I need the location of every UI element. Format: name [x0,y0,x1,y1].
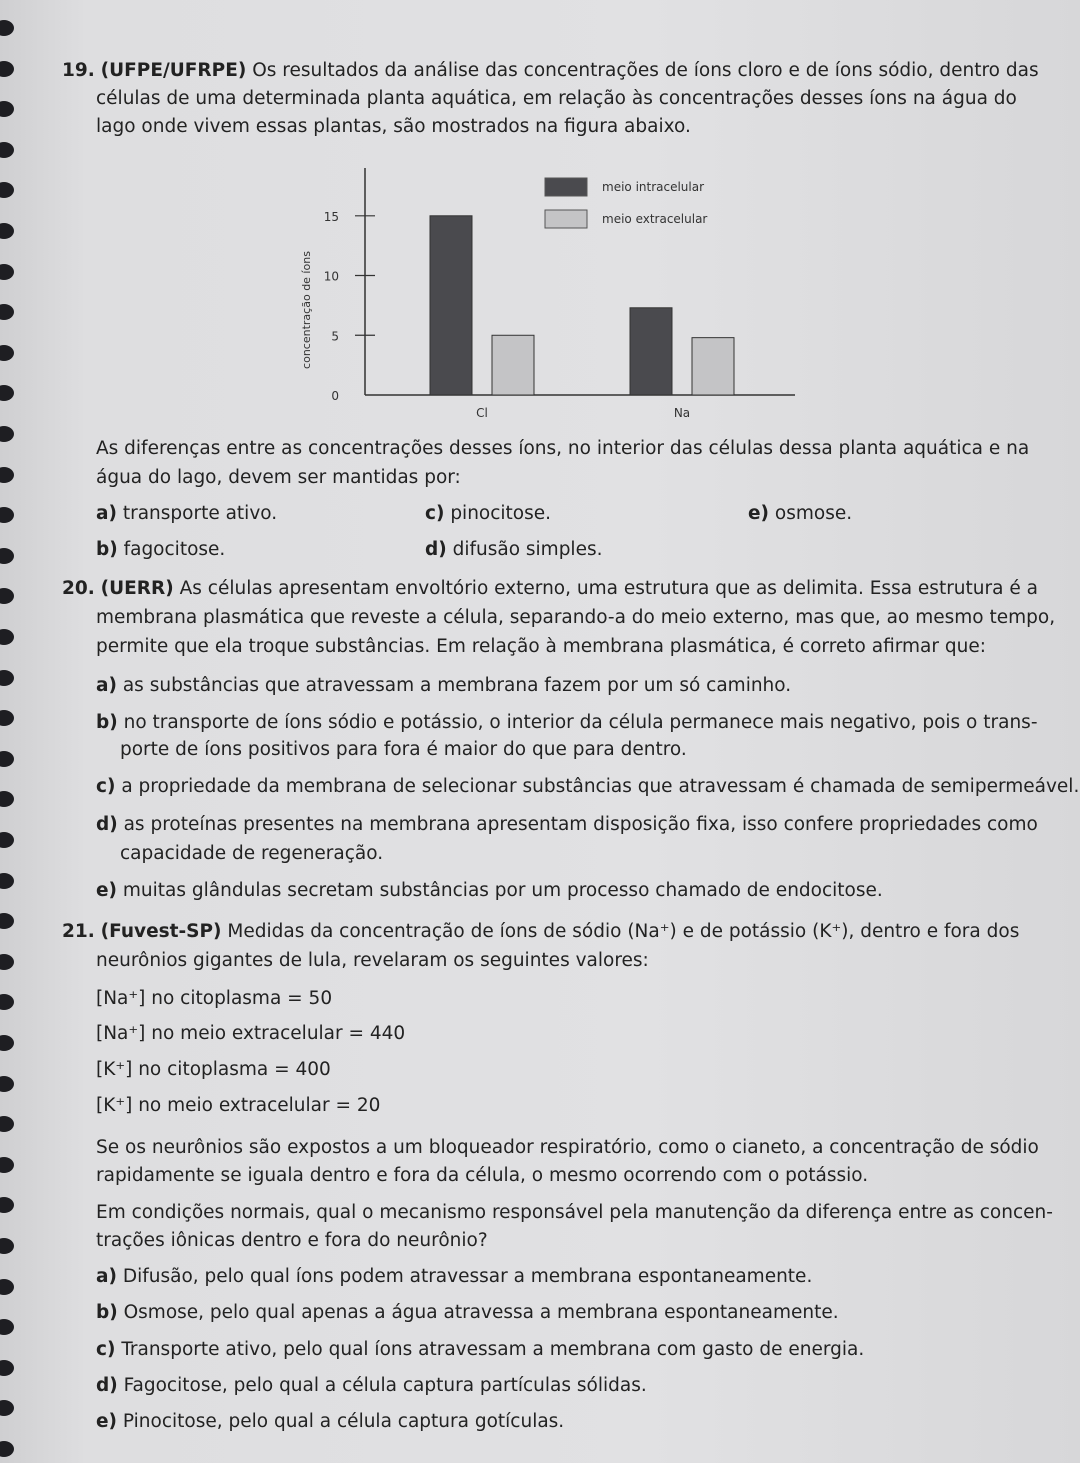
q21-option-c[interactable]: c) Transporte ativo, pelo qual íons atravessam a membrana com gasto de energia. [96,1339,865,1360]
ion-concentration-chart [290,160,810,430]
spiral-hole [0,1076,14,1092]
spiral-hole [0,629,14,645]
spiral-hole [0,20,14,36]
q20-statement [62,576,1052,602]
spiral-hole [0,1279,14,1295]
q19-number: 19. [62,60,95,81]
q21-text-line2: neurônios gigantes de lula, revelaram os seguintes valores: [96,950,649,971]
spiral-hole [0,994,14,1010]
spiral-hole [0,710,14,726]
spiral-hole [0,101,14,117]
y-tick-label: 15 [323,209,339,224]
q19-option-d[interactable]: d) difusão simples. [425,539,603,560]
q21-para2-line1: Em condições normais, qual o mecanismo responsável pela manutenção da diferença entre as concen- [96,1202,1053,1223]
bar-cl-extracelular [492,335,534,395]
q21-option-b[interactable]: b) Osmose, pelo qual apenas a água atravessa a membrana espontaneamente. [96,1302,839,1323]
q19-statement [62,58,1052,84]
q19-text-line3: lago onde vivem essas plantas, são mostrados na figura abaixo. [96,116,691,137]
y-tick-label: 10 [323,269,339,284]
chart-bars [430,216,734,395]
q21-para1-line1: Se os neurônios são expostos a um bloqueador respiratório, como o cianeto, a concentração de sódio [96,1137,1039,1158]
bar-na-intracelular [630,308,672,395]
spiral-hole [0,1157,14,1173]
spiral-hole [0,1197,14,1213]
q19-option-a[interactable]: a) transporte ativo. [96,503,278,524]
spiral-hole [0,751,14,767]
spiral-hole [0,61,14,77]
spiral-hole [0,670,14,686]
spiral-hole [0,954,14,970]
q21-source: (Fuvest-SP) [100,921,222,942]
q19-question-line2: água do lago, devem ser mantidas por: [96,467,461,488]
q19-option-c[interactable]: c) pinocitose. [425,503,552,524]
q21-text-line1: Medidas da concentração de íons de sódio (Na⁺) e de potássio (K⁺), dentro e fora dos [227,921,1020,942]
spiral-hole [0,1116,14,1132]
q21-option-a[interactable]: a) Difusão, pelo qual íons podem atravessar a membrana espontaneamente. [96,1266,813,1287]
x-tick-label: Na [673,406,691,420]
spiral-hole [0,873,14,889]
bar-na-extracelular [692,338,734,395]
spiral-hole [0,385,14,401]
spiral-hole [0,548,14,564]
spiral-hole [0,1400,14,1416]
q21-para2-line2: trações iônicas dentro e fora do neurônio? [96,1230,488,1251]
legend-swatch [545,178,587,196]
spiral-hole [0,1035,14,1051]
q19-question-line1: As diferenças entre as concentrações desses íons, no interior das células dessa planta aquática e na [96,438,1030,459]
bar-cl-intracelular [430,216,472,395]
legend-label: meio intracelular [602,180,705,194]
q19-text-line2: células de uma determinada planta aquática, em relação às concentrações desses íons na água do [96,88,1017,109]
x-tick-label: Cl [476,406,488,420]
q20-option-b[interactable]: b) no transporte de íons sódio e potássio, o interior da célula permanece mais negativo, pois o trans- [96,712,1038,733]
spiral-hole [0,142,14,158]
q19-option-e[interactable]: e) osmose. [748,503,853,524]
spiral-hole [0,1319,14,1335]
spiral-hole [0,223,14,239]
spiral-hole [0,467,14,483]
q21-value-na-extra: [Na⁺] no meio extracelular = 440 [96,1023,406,1044]
q19-option-b[interactable]: b) fagocitose. [96,539,226,560]
q20-option-c[interactable]: c) a propriedade da membrana de selecionar substâncias que atravessam é chamada de semipermeável. [96,776,1080,797]
q20-option-b-line2: porte de íons positivos para fora é maior do que para dentro. [120,739,687,760]
spiral-hole [0,1360,14,1376]
spiral-hole [0,1238,14,1254]
q21-value-na-cyto: [Na⁺] no citoplasma = 50 [96,988,333,1009]
q21-para1-line2: rapidamente se iguala dentro e fora da célula, o mesmo ocorrendo com o potássio. [96,1165,869,1186]
q21-statement [62,919,1052,945]
spiral-hole [0,791,14,807]
q20-option-d[interactable]: d) as proteínas presentes na membrana apresentam disposição fixa, isso confere propriedades como [96,814,1038,835]
y-axis-label: concentração de íons [300,251,313,369]
q20-text-line2: membrana plasmática que reveste a célula, separando-a do meio externo, mas que, ao mesmo tempo, [96,607,1056,628]
q19-text-line1: Os resultados da análise das concentrações de íons cloro e de íons sódio, dentro das [252,60,1039,81]
spiral-hole [0,182,14,198]
spiral-hole [0,264,14,280]
q21-value-k-cyto: [K⁺] no citoplasma = 400 [96,1059,331,1080]
q20-option-a[interactable]: a) as substâncias que atravessam a membrana fazem por um só caminho. [96,675,792,696]
y-tick-label: 0 [331,389,339,403]
spiral-hole [0,507,14,523]
q21-value-k-extra: [K⁺] no meio extracelular = 20 [96,1095,381,1116]
q20-option-d-line2: capacidade de regeneração. [120,843,384,864]
q19-source: (UFPE/UFRPE) [100,60,247,81]
spiral-hole [0,304,14,320]
q20-text-line3: permite que ela troque substâncias. Em relação à membrana plasmática, é correto afirmar que: [96,636,986,657]
spiral-hole [0,913,14,929]
q21-option-e[interactable]: e) Pinocitose, pelo qual a célula captura gotículas. [96,1411,565,1432]
spiral-hole [0,588,14,604]
spiral-hole [0,832,14,848]
q21-option-d[interactable]: d) Fagocitose, pelo qual a célula captura partículas sólidas. [96,1375,647,1396]
q21-number: 21. [62,921,95,942]
q20-source: (UERR) [100,578,174,599]
q20-number: 20. [62,578,95,599]
q20-option-e[interactable]: e) muitas glândulas secretam substâncias por um processo chamado de endocitose. [96,880,883,901]
q20-text-line1: As células apresentam envoltório externo, uma estrutura que as delimita. Essa estrutura é a [179,578,1038,599]
legend-swatch [545,210,587,228]
spiral-hole [0,345,14,361]
spiral-hole [0,426,14,442]
legend-label: meio extracelular [602,212,708,226]
spiral-binding [0,0,30,1463]
chart-legend [545,178,707,228]
y-tick-label: 5 [331,329,339,344]
spiral-hole [0,1441,14,1457]
